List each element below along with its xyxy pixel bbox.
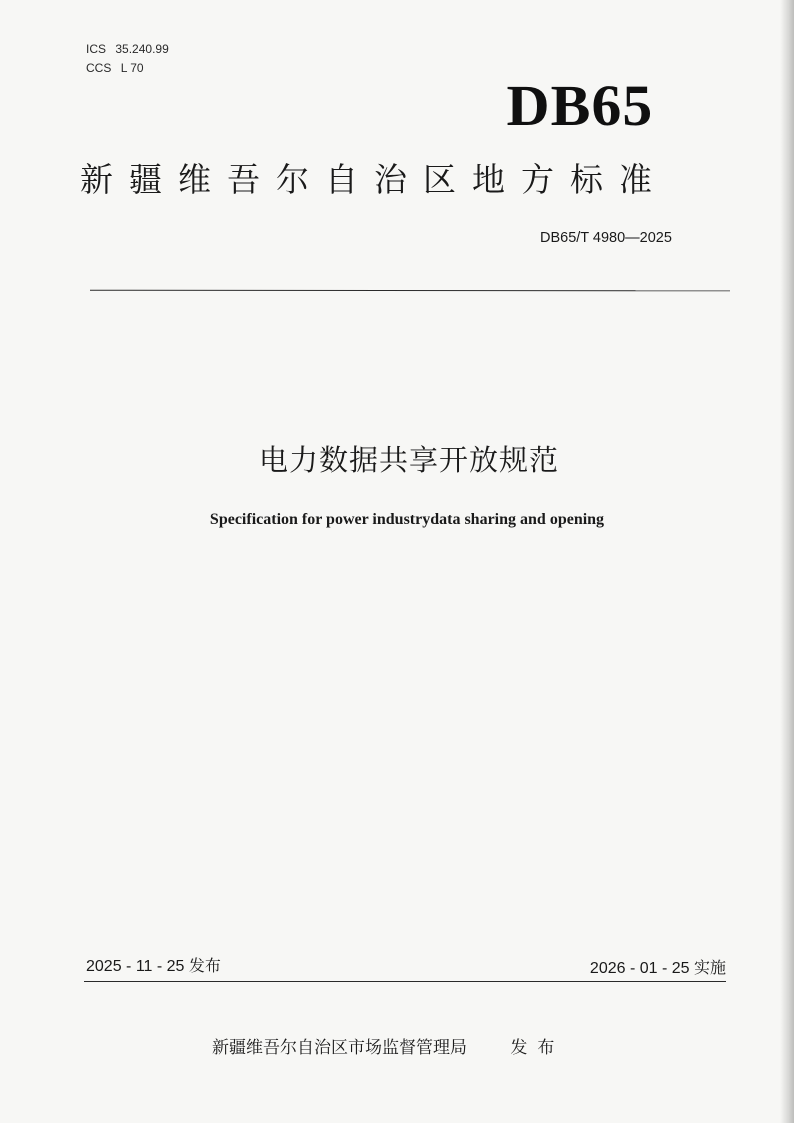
ccs-label: CCS [86,61,112,75]
document-title-chinese: 电力数据共享开放规范 [258,443,559,477]
publisher-name: 新疆维吾尔自治区市场监督管理局 [212,1038,467,1058]
document-title-english: Specification for power industrydata sharing and opening [209,511,605,528]
ics-label: ICS [86,42,107,56]
logo-text: DB65 [506,73,654,138]
ccs-row [86,59,175,78]
ics-code: 35.240.99 [115,42,169,56]
bottom-divider [84,981,726,982]
publisher-line [212,1037,564,1059]
publisher-action: 发布 [510,1038,565,1058]
issue-date: 2025 - 11 - 25 发布 [86,958,221,975]
ccs-code: L 70 [120,61,144,75]
scan-edge-shadow [780,0,794,1123]
standard-type-heading: 新疆维吾尔自治区地方标准 [80,160,668,199]
standard-number: DB65/T 4980—2025 [540,230,672,246]
top-divider [90,290,730,292]
db65-logo [505,73,684,138]
ics-row [86,40,175,59]
classification-codes [86,40,175,78]
implementation-date: 2026 - 01 - 25 实施 [589,960,726,977]
